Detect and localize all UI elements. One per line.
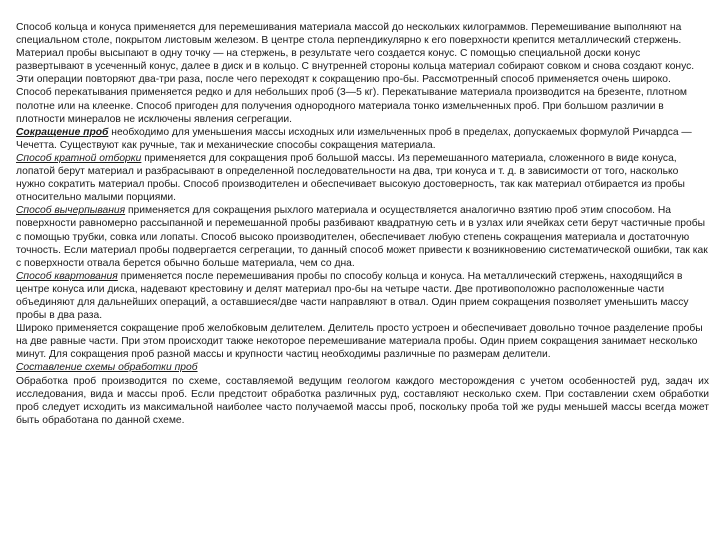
paragraph-text: Широко применяется сокращение проб желобковым делителем. Делитель просто устроен и обеспечивает довольно точное разделение пробы на две равные части. При этом происходит также некоторое перемешивание материала пробы. Один прием сокращения занимает несколько минут. Для сокращения проб разной массы и крупности частиц необходимы различные по размерам делители. xyxy=(16,323,703,361)
term-sample-reduction: Сокращение проб xyxy=(16,126,109,138)
paragraph-processing-scheme xyxy=(16,375,709,427)
paragraph-text: применяется для сокращения рыхлого материала и осуществляется аналогично взятию проб этим способом. На поверхности равномерно рассыпанной и перемешанной пробы разбивают квадратную сеть и в узлах или ячейках сети берут частичные пробы с помощью трубки, совка или лопаты. Способ высоко производителен, обеспечивает любую степень сокращения материала и достаточную точность. Если материал пробы подвергается сегрегации, то данный способ может привести к возникновению систематической ошибки, так как с поверхности отвала берется обычно больше материала, чем со дна. xyxy=(16,205,708,269)
paragraph-text: применяется для сокращения проб большой массы. Из перемешанного материала, сложенного в виде конуса, лопатой берут материал и разбрасывают в определенной последовательности на два, три конуса и т. д. в зависимости от того, насколько нужно сократить материал пробы. Способ производителен и обеспечивает высокую достоверность, так как материал отбирается из пробы относительно малыми порциями. xyxy=(16,152,685,204)
paragraph-riffle-splitter xyxy=(16,322,709,361)
document-body xyxy=(16,21,709,427)
term-multiple-selection: Способ кратной отборки xyxy=(16,152,142,164)
paragraph-multiple-selection xyxy=(16,152,709,204)
term-quartering: Способ квартования xyxy=(16,270,118,282)
paragraph-text: Обработка проб производится по схеме, составляемой ведущим геологом каждого месторождения с учетом особенностей руд, задач их исследования, вида и массы проб. Если предстоит обработка различных руд, составляют несколько схем. При составлении схем обработки проб следует исходить из максимальной наиболее часто получаемой массы проб, поскольку проба той же руды меньшей массы всегда может быть обработана по данной схеме. xyxy=(16,375,709,426)
paragraph-text: применяется после перемешивания пробы по способу кольца и конуса. На металлический стержень, находящийся в центре конуса или диска, надевают крестовину и делят материал про-бы на четыре части. Две противоположно расположенные части объединяют для дальнейших операций, а оставшиеся/две части направляют в отвал. Один прием сокращения позволяет уменьшить массу пробы в два раза. xyxy=(16,270,689,322)
paragraph-text: необходимо для уменьшения массы исходных или измельченных проб в пределах, допускаемых формулой Ричардса — Чечетта. Существуют как ручные, так и механические способы сокращения материала. xyxy=(16,126,692,151)
paragraph-quartering xyxy=(16,270,709,322)
paragraph-sample-reduction xyxy=(16,126,709,152)
paragraph-text: Способ кольца и конуса применяется для перемешивания материала массой до нескольких килограммов. Перемешивание выполняют на специальном столе, покрытом листовым железом. В центре стола перпендикулярно к его поверхности крепится металлический стержень. Материал пробы высыпают в одну точку — на стержень, в результате чего создается конус. С помощью специальной доски конус развертывают в усеченный конус, далее в диск и в кольцо. С внутренней стороны кольца материал собирают совком и снова создают конус. Эти операции повторяют два-три раза, после чего переходят к сокращению про-бы. Рассмотренный способ применяется очень широко. Способ перекатывания применяется редко и для небольших проб (3—5 кг). Перекатывание материала производится на брезенте, плотном полотне или на клеенке. Способ пригоден для получения однородного материала тонко измельченных проб. При большом различии в плотности минералов не исключены явления сегрегации. xyxy=(16,22,695,125)
term-scooping: Способ вычерпывания xyxy=(16,205,126,217)
paragraph-scooping xyxy=(16,204,709,269)
section-heading xyxy=(16,361,709,374)
heading-processing-scheme: Составление схемы обработки проб xyxy=(16,362,198,374)
paragraph-ring-cone xyxy=(16,21,709,126)
